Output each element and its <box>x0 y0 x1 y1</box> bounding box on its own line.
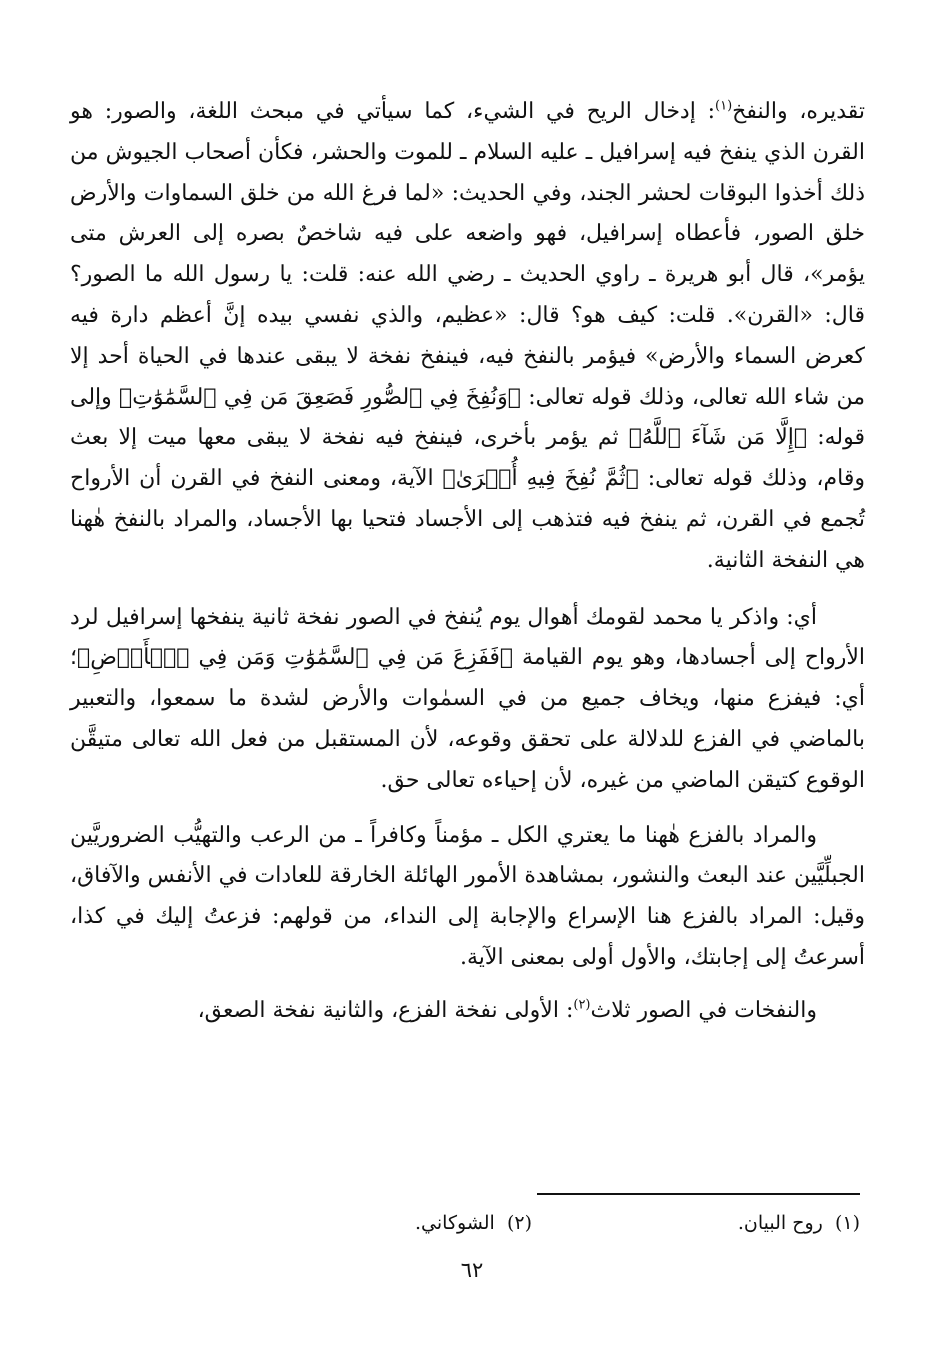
page-number: ٦٢ <box>460 1258 484 1282</box>
footnote-ref-1[interactable]: (١) <box>715 98 733 114</box>
paragraph-4 <box>70 991 865 1032</box>
footnotes <box>70 1212 860 1244</box>
page-body <box>70 92 865 1032</box>
footnote-2-number: (٢) <box>506 1212 532 1234</box>
footnote-2-text: الشوكاني. <box>415 1212 495 1234</box>
paragraph-1-text: : إدخال الريح في الشيء، كما سيأتي في مبحث اللغة، والصور: هو القرن الذي ينفخ فيه إسرافيل ـ عليه السلام ـ للموت والحشر، فكأن أصحاب الجيوش من ذلك أخذوا البوقات لحشر الجند، وفي الحديث: «لما فرغ الله من خلق السماوات والأرض خلق الصور، فأعطاه إسرافيل، فهو واضعه على فيه شاخصٌ بصره إلى العرش متى يؤمر»، قال أبو هريرة ـ راوي الحديث ـ رضي الله عنه: قلت: يا رسول الله ما الصور؟ قال: «القرن». قلت: كيف هو؟ قال: «عظيم، والذي نفسي بيده إنَّ أعظم دارة فيه كعرض السماء والأرض» فيؤمر بالنفخ فيه، فينفخ نفخة لا يبقى عندها في الحياة أحد إلا من شاء الله تعالى، وذلك قوله تعالى: ﴿وَنُفِخَ فِي ٱلصُّورِ فَصَعِقَ مَن فِي ٱلسَّمَٰوَٰتِ﴾ وإلى قوله: ﴿إِلَّا مَن شَآءَ ٱللَّهُ﴾ ثم يؤمر بأخرى، فينفخ فيه نفخة لا يبقى معها ميت إلا بعث وقام، وذلك قوله تعالى: ﴿ثُمَّ نُفِخَ فِيهِ أُخۡرَىٰ﴾ الآية، ومعنى النفخ في القرن أن الأرواح تُجمع في القرن، ثم ينفخ فيه فتذهب إلى الأجساد فتحيا بها الأجساد، والمراد بالنفخ هٰهنا هي النفخة الثانية. <box>70 99 865 573</box>
footnote-2 <box>415 1212 532 1234</box>
footnote-ref-2[interactable]: (٢) <box>573 997 591 1013</box>
paragraph-1 <box>70 92 865 582</box>
paragraph-1-lead: تقديره، والنفخ <box>732 99 866 124</box>
footnote-1-number: (١) <box>834 1212 860 1234</box>
footnote-1 <box>738 1212 860 1234</box>
paragraph-3: والمراد بالفزع هٰهنا ما يعتري الكل ـ مؤمناً وكافراً ـ من الرعب والتهيُّب الضروريَّين الجبلِّيَّين عند البعث والنشور، بمشاهدة الأمور الهائلة الخارقة للعادات في الأنفس والآفاق، وقيل: المراد بالفزع هنا الإسراع والإجابة إلى النداء، من قولهم: فزعتُ إليك في كذا، أسرعتُ إلى إجابتك، والأول أولى بمعنى الآية. <box>70 822 865 970</box>
paragraph-2: أي: واذكر يا محمد لقومك أهوال يوم يُنفخ في الصور نفخة ثانية ينفخها إسرافيل لرد الأرواح إلى أجسادها، وهو يوم القيامة ﴿فَفَزِعَ مَن فِي ٱلسَّمَٰوَٰتِ وَمَن فِي ٱلۡأَرۡضِ﴾؛ أي: فيفزع منها، ويخاف جميع من في السمٰوات والأرض لشدة ما سمعوا، والتعبير بالماضي في الفزع للدلالة على تحقق وقوعه، لأن المستقبل من فعل الله تعالى متيقَّن الوقوع كتيقن الماضي من غيره، لأن إحياءه تعالى حق. <box>70 604 865 793</box>
paragraph-4-lead: والنفخات في الصور ثلاث <box>590 997 817 1023</box>
paragraph-4-text: : الأولى نفخة الفزع، والثانية نفخة الصعق، <box>197 997 574 1023</box>
footnote-divider <box>537 1193 860 1195</box>
footnote-1-text: روح البيان. <box>737 1212 823 1234</box>
